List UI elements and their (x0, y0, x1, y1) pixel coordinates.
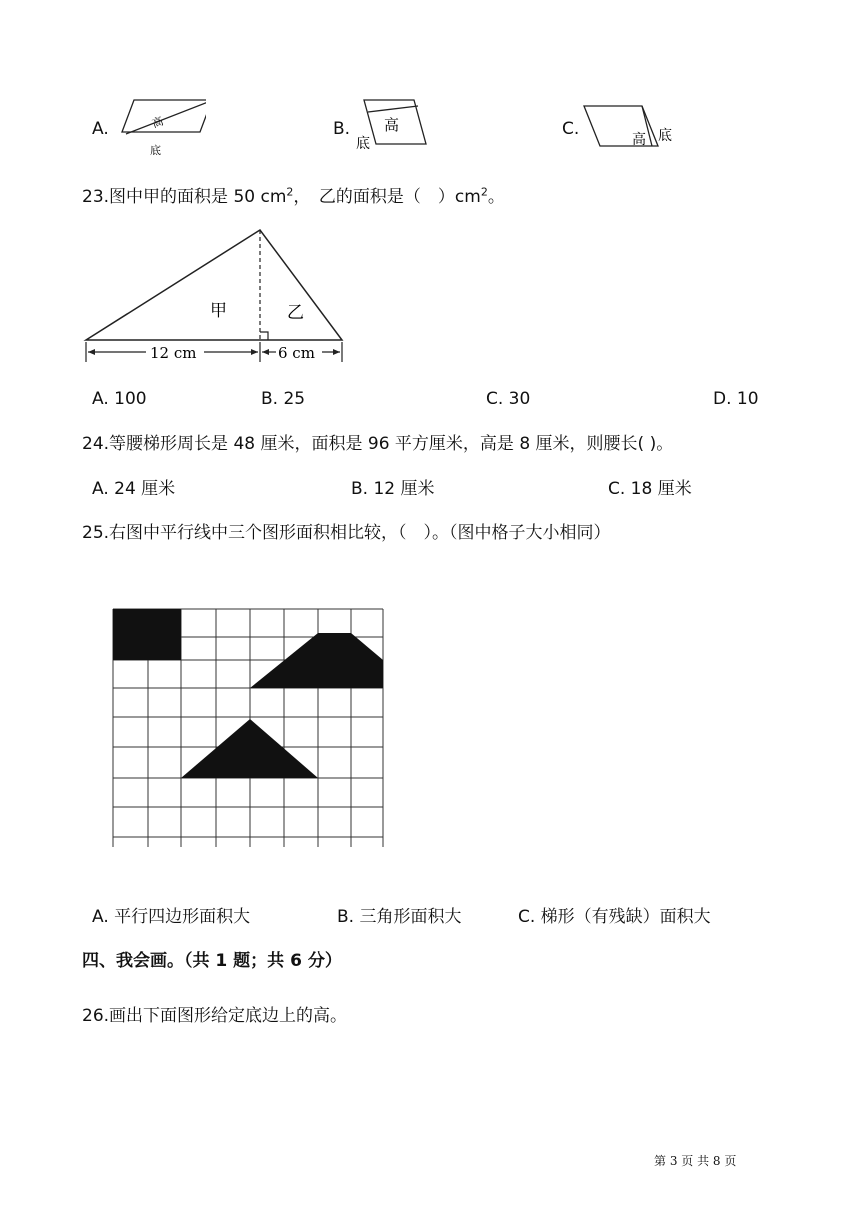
q22-c-base-label: 底 (658, 128, 672, 144)
q23-label-yi: 乙 (287, 303, 304, 323)
section-4-title: 四、我会画。（共 1 题；共 6 分） (82, 951, 342, 971)
page-footer: 第 3 页 共 8 页 (654, 1154, 737, 1168)
q22-a-base-label: 底 (150, 144, 161, 157)
q23-option-d: D. 10 (713, 389, 759, 409)
q22-option-a-figure (116, 96, 206, 158)
q22-b-base-label: 底 (356, 136, 370, 152)
q22-option-b-figure (352, 96, 442, 156)
q23-triangle-figure (80, 222, 370, 372)
q23-option-a: A. 100 (92, 389, 147, 409)
q25-option-b: B. 三角形面积大 (337, 907, 462, 927)
q22-option-c-figure (580, 98, 690, 158)
q24-question: 24.等腰梯形周长是 48 厘米，面积是 96 平方厘米，高是 8 厘米，则腰长( )。 (82, 434, 674, 454)
q22-a-height-label: 高 (150, 114, 166, 131)
q25-grid-figure (108, 604, 398, 854)
q25-triangle-shape (181, 719, 318, 778)
q25-question: 25.右图中平行线中三个图形面积相比较，（ ）。（图中格子大小相同） (82, 523, 611, 543)
q24-option-c: C. 18 厘米 (608, 479, 692, 499)
q23-dim-6cm: 6 cm (278, 344, 315, 362)
q23-label-jia: 甲 (210, 301, 227, 321)
q23-question: 23.图中甲的面积是 50 $cm^2$， 乙的面积是（ ）$cm^2$。 (82, 185, 505, 207)
q24-option-a: A. 24 厘米 (92, 479, 176, 499)
q22-option-b-letter: B. (333, 119, 351, 139)
q25-option-c: C. 梯形（有残缺）面积大 (518, 907, 711, 927)
q23-option-c: C. 30 (486, 389, 531, 409)
q23-dim-12cm: 12 cm (150, 344, 197, 362)
q25-option-a: A. 平行四边形面积大 (92, 907, 251, 927)
q24-option-b: B. 12 厘米 (351, 479, 435, 499)
q25-square-shape (113, 609, 181, 660)
q22-c-height-label: 高 (632, 132, 646, 148)
q22-option-a-letter: A. (92, 119, 109, 139)
q22-b-height-label: 高 (384, 116, 400, 134)
q23-option-b: B. 25 (261, 389, 306, 409)
q26-question: 26.画出下面图形给定底边上的高。 (82, 1006, 348, 1026)
q22-option-c-letter: C. (562, 119, 580, 139)
